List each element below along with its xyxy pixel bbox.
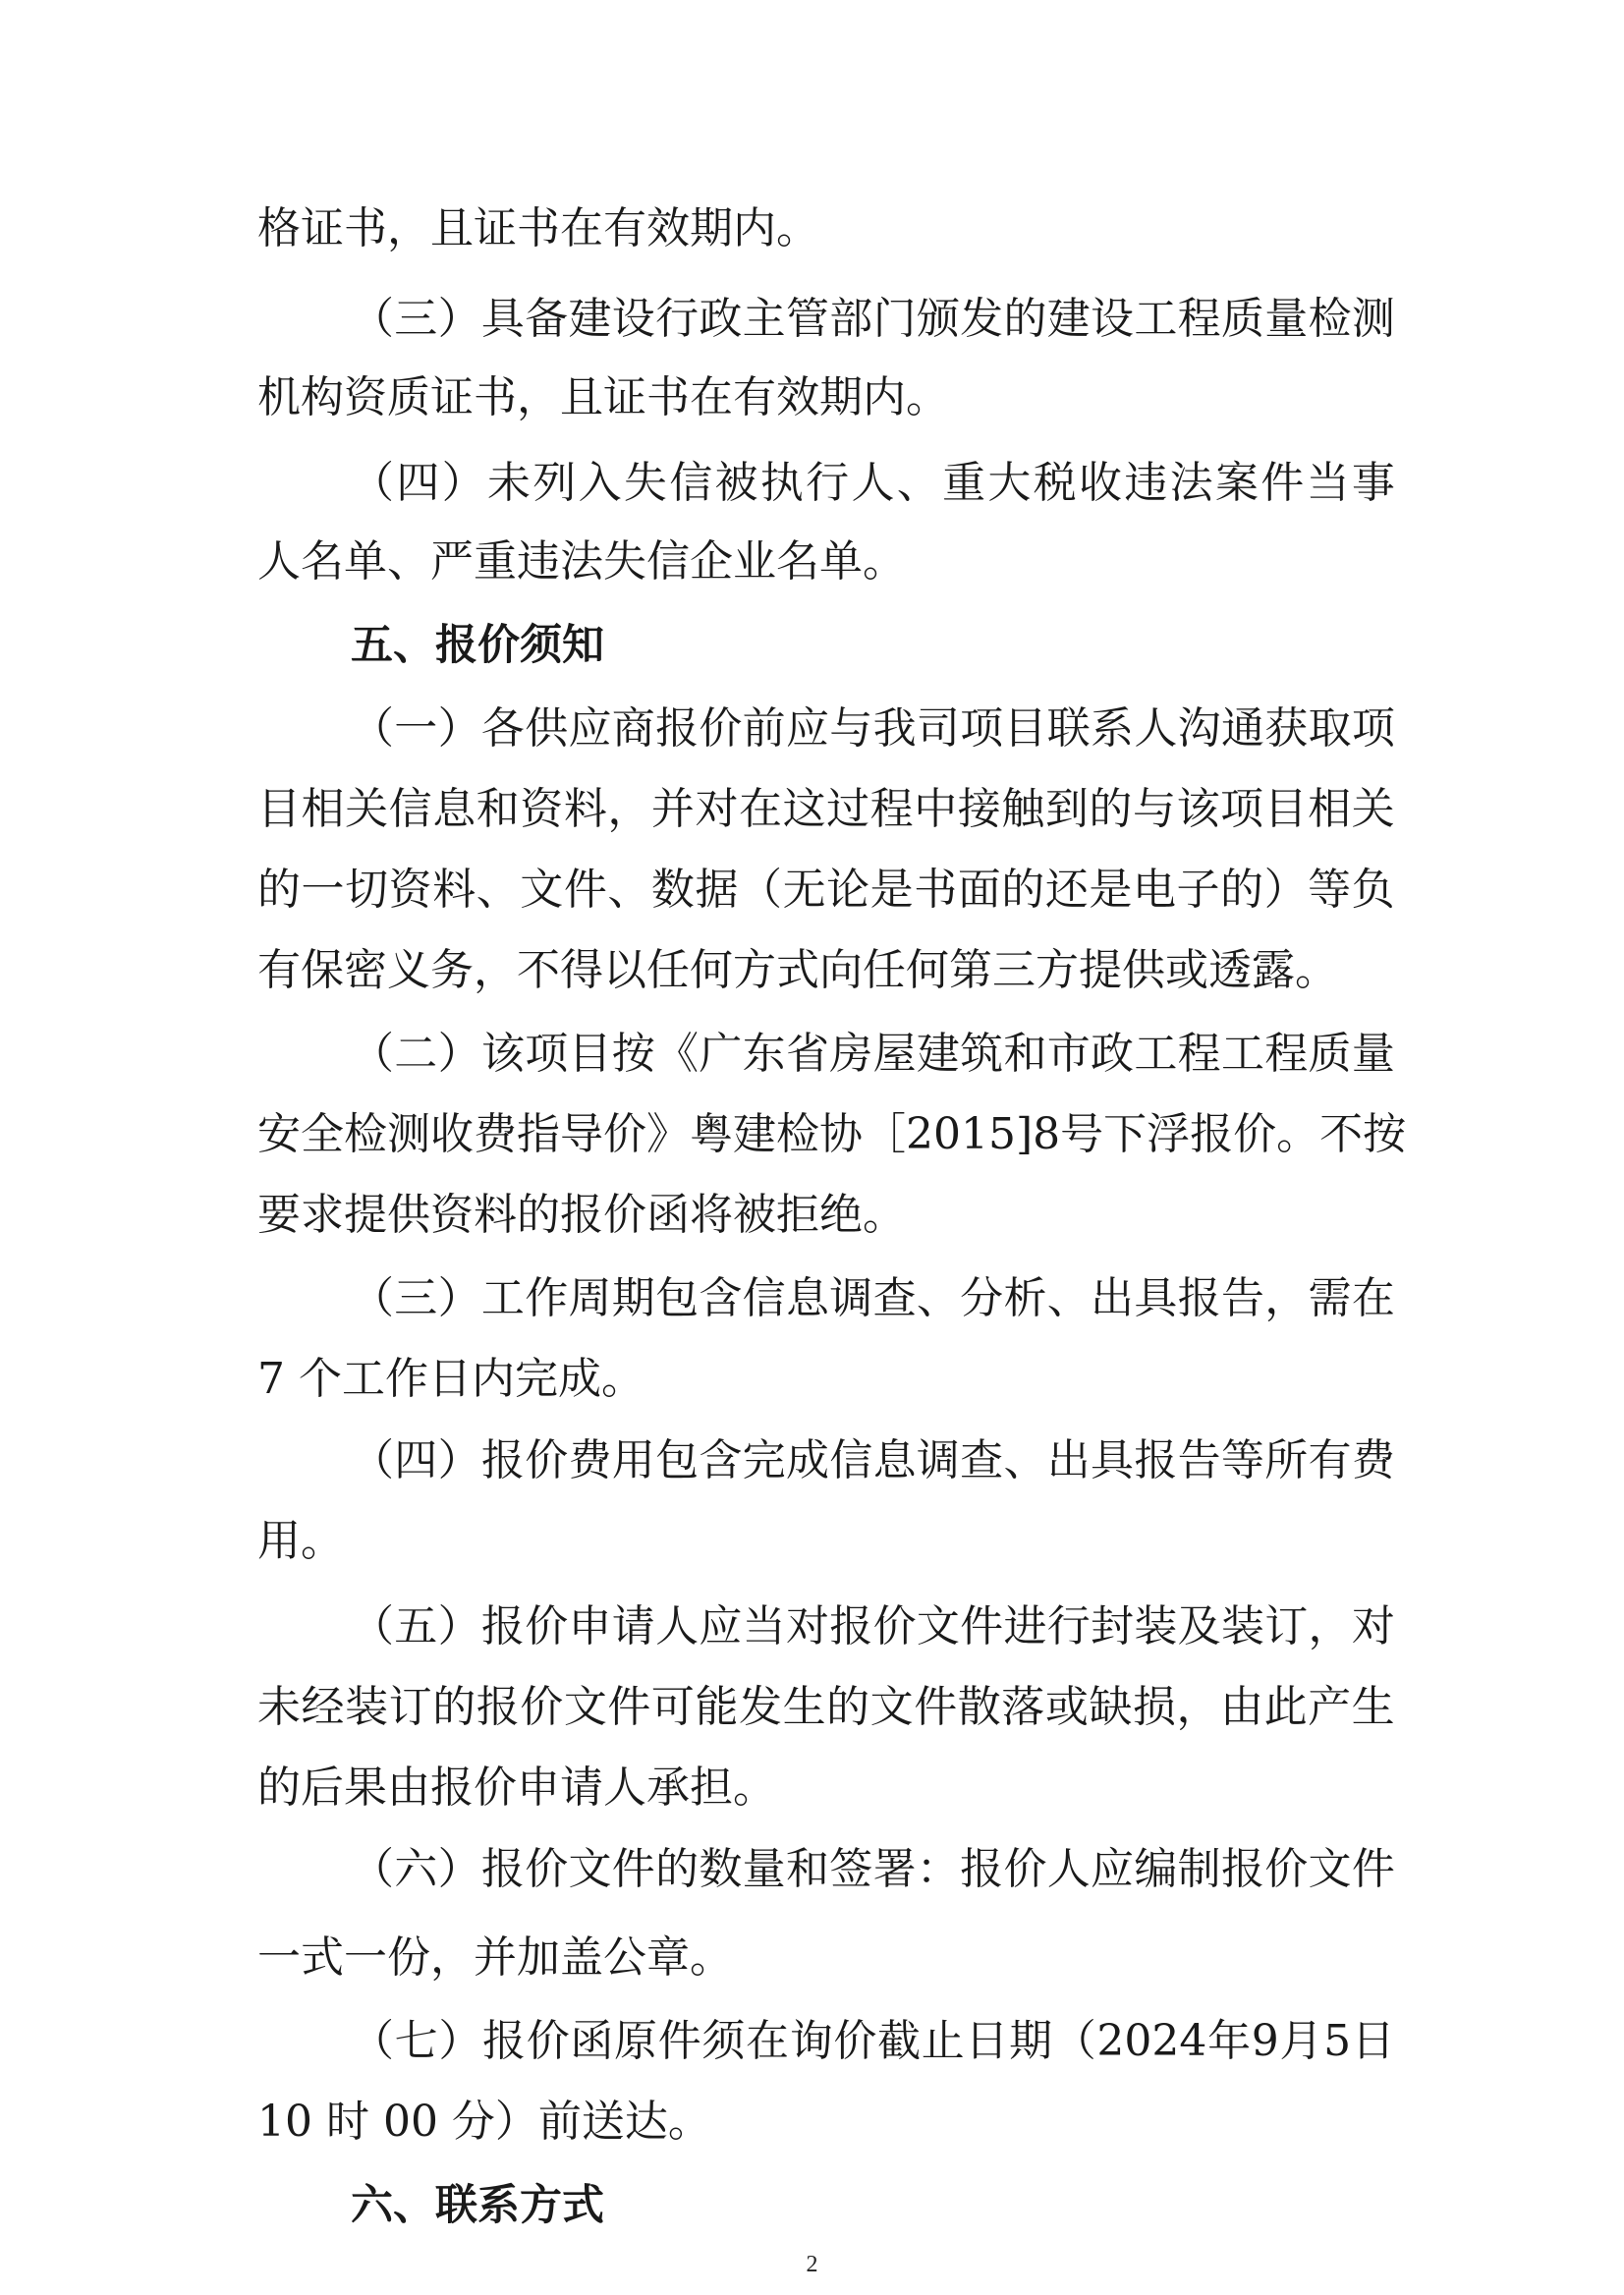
text-line-justified: （ 三 ） 具 备 建 设 行 政 主 管 部 门 颁 发 的 建 设 工 程 质 量 检 测 [351, 294, 1395, 344]
text-line: 一式一份，并加盖公章。 [257, 1932, 733, 1983]
text-line-justified: （ 四 ） 未 列 入 失 信 被 执 行 人 、 重 大 税 收 违 法 案 件 当 事 [351, 458, 1395, 508]
text-line: 7 个工作日内完成。 [257, 1354, 644, 1404]
text-line-justified: （ 五 ） 报 价 申 请 人 应 当 对 报 价 文 件 进 行 封 装 及 装 订 ， 对 [351, 1601, 1395, 1651]
text-line-justified: （ 二 ） 该 项 目 按 《 广 东 省 房 屋 建 筑 和 市 政 工 程 工 程 质 量 [351, 1029, 1395, 1079]
text-line: 人名单、严重违法失信企业名单。 [257, 536, 906, 587]
text-line: 的后果由报价申请人承担。 [257, 1763, 776, 1813]
text-line: 要求提供资料的报价函将被拒绝。 [257, 1190, 906, 1240]
text-line-justified: （ 一 ） 各 供 应 商 报 价 前 应 与 我 司 项 目 联 系 人 沟 通 获 取 项 [351, 703, 1395, 754]
section-heading: 六、联系方式 [351, 2181, 604, 2230]
text-line: 用。 [257, 1516, 344, 1566]
text-line-justified: 的 一 切 资 料 、 文 件 、 数 据 （ 无 论 是 书 面 的 还 是 电 子 的 ） 等 负 [257, 865, 1395, 915]
text-line-justified: （ 三 ） 工 作 周 期 包 含 信 息 调 查 、 分 析 、 出 具 报 告 ， 需 在 [351, 1273, 1395, 1323]
text-line-justified: （ 四 ） 报 价 费 用 包 含 完 成 信 息 调 查 、 出 具 报 告 等 所 有 费 [351, 1435, 1395, 1485]
text-line-justified: （ 七 ） 报 价 函 原 件 须 在 询 价 截 止 日 期 （ 2024 年 9 月 5 日 [351, 2016, 1395, 2066]
section-heading: 五、报价须知 [351, 621, 604, 670]
text-line-justified: 未 经 装 订 的 报 价 文 件 可 能 发 生 的 文 件 散 落 或 缺 损 ， 由 此 产 生 [257, 1682, 1395, 1732]
text-line-justified: （ 六 ） 报 价 文 件 的 数 量 和 签 署 ： 报 价 人 应 编 制 报 价 文 件 [351, 1844, 1395, 1894]
text-line: 机构资质证书，且证书在有效期内。 [257, 372, 949, 422]
text-line: 10 时 00 分）前送达。 [257, 2097, 711, 2147]
text-line: 有保密义务，不得以任何方式向任何第三方提供或透露。 [257, 945, 1338, 995]
text-line-justified: 安 全 检 测 收 费 指 导 价 》 粤 建 检 协 ［ 2015]8 号 下 浮 报 价 。 不 按 [257, 1109, 1407, 1159]
text-line: 格证书，且证书在有效期内。 [257, 203, 819, 253]
text-line-justified: 目 相 关 信 息 和 资 料 ， 并 对 在 这 过 程 中 接 触 到 的 与 该 项 目 相 关 [257, 784, 1395, 834]
page-number: 2 [806, 2252, 818, 2277]
